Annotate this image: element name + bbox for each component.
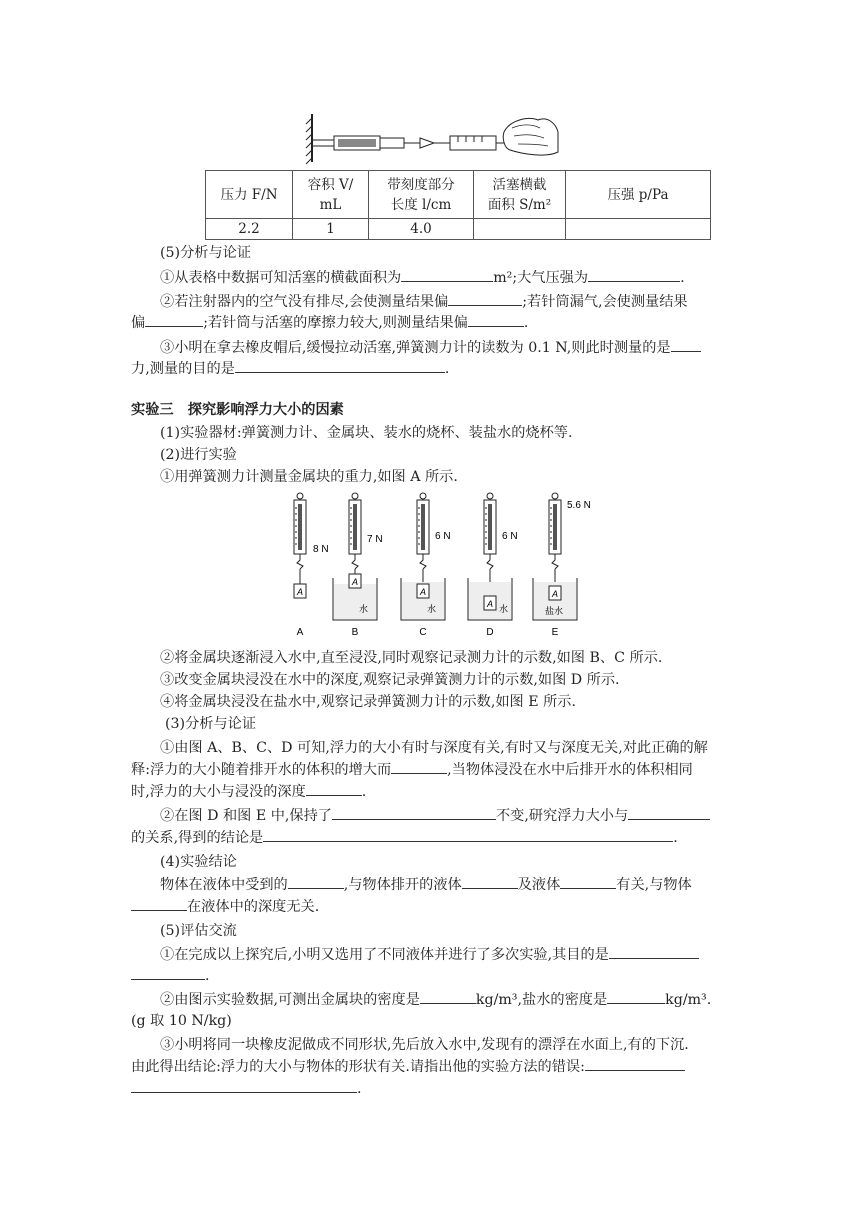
answer-blank[interactable] bbox=[332, 806, 496, 820]
answer-blank[interactable] bbox=[588, 268, 680, 282]
procedure-heading: (2)进行实验 bbox=[160, 447, 237, 463]
question-3-line-1: ③小明在拿去橡皮帽后,缓慢拉动活塞,弹簧测力计的读数为 0.1 N,则此时测量的是 bbox=[160, 338, 731, 358]
setup-D bbox=[468, 493, 518, 638]
svg-text:7 N: 7 N bbox=[367, 534, 383, 545]
analysis-heading: (5)分析与论证 bbox=[160, 245, 252, 261]
svg-text:E: E bbox=[551, 627, 559, 638]
answer-blank[interactable] bbox=[401, 268, 493, 282]
answer-blank[interactable] bbox=[263, 828, 673, 842]
experiment-3-title: 实验三 探究影响浮力大小的因素 bbox=[131, 402, 344, 418]
evaluation-2-line-1: ②由图示实验数据,可测出金属块的密度是 kg/m³,盐水的密度是 kg/m³. bbox=[160, 992, 712, 1008]
answer-blank[interactable] bbox=[131, 966, 205, 980]
answer-blank[interactable] bbox=[671, 338, 701, 352]
answer-blank[interactable] bbox=[288, 875, 344, 889]
setup-B bbox=[333, 493, 383, 638]
answer-blank[interactable] bbox=[607, 990, 665, 1004]
svg-text:盐水: 盐水 bbox=[545, 606, 564, 616]
evaluation-3-line-2: 由此得出结论:浮力的大小与物体的形状有关.请指出他的实验方法的错误: bbox=[131, 1057, 731, 1077]
analysis-heading-3: (3)分析与论证 bbox=[165, 716, 257, 732]
evaluation-1-line-1: ①在完成以上探究后,小明又选用了不同液体并进行了多次实验,其目的是 bbox=[160, 945, 731, 965]
question-1: ①从表格中数据可知活塞的横截面积为 m²;大气压强为 . bbox=[160, 270, 685, 286]
answer-blank[interactable] bbox=[628, 806, 710, 820]
header-pressure: 压强 p/Pa bbox=[566, 171, 711, 219]
evaluation-heading: (5)评估交流 bbox=[160, 923, 237, 939]
svg-text:水: 水 bbox=[499, 604, 509, 614]
answer-blank[interactable] bbox=[420, 990, 476, 1004]
svg-text:6 N: 6 N bbox=[502, 531, 518, 542]
answer-blank[interactable] bbox=[131, 897, 187, 911]
analysis-2-line-1: ②在图 D 和图 E 中,保持了 不变,研究浮力大小与 bbox=[160, 806, 731, 826]
table-cell bbox=[566, 219, 711, 240]
conclusion-line-2: 在液体中的深度无关. bbox=[131, 897, 731, 917]
answer-blank[interactable] bbox=[609, 945, 699, 959]
svg-text:A: A bbox=[351, 577, 359, 587]
analysis-1-line-2: 释:浮力的大小随着排开水的体积的增大而 ,当物体浸没在水中后排开水的体积相同 bbox=[131, 762, 693, 778]
table-cell: 4.0 bbox=[369, 219, 474, 240]
conclusion-line-1: 物体在液体中受到的 ,与物体排开的液体 及液体 有关,与物体 bbox=[160, 877, 692, 893]
svg-text:B: B bbox=[351, 627, 359, 638]
header-piston-area: 活塞横截 面积 S/m² bbox=[474, 171, 566, 219]
svg-text:水: 水 bbox=[359, 604, 369, 614]
table-cell bbox=[474, 219, 566, 240]
answer-blank[interactable] bbox=[448, 292, 522, 306]
step-4: ④将金属块浸没在盐水中,观察记录弹簧测力计的示数,如图 E 所示. bbox=[160, 694, 576, 710]
step-2: ②将金属块逐渐浸入水中,直至浸没,同时观察记录测力计的示数,如图 B、C 所示. bbox=[160, 650, 663, 666]
analysis-1-line-3: 时,浮力的大小与浸没的深度 . bbox=[131, 784, 367, 800]
setup-A bbox=[294, 493, 329, 638]
question-3-line-2: 力,测量的目的是 . bbox=[131, 361, 450, 377]
analysis-1-line-1: ①由图 A、B、C、D 可知,浮力的大小有时与深度有关,有时又与深度无关,对此正确的解 bbox=[160, 740, 708, 756]
answer-blank[interactable] bbox=[391, 760, 447, 774]
table-cell: 1 bbox=[293, 219, 369, 240]
step-3: ③改变金属块浸没在水中的深度,观察记录弹簧测力计的示数,如图 D 所示. bbox=[160, 672, 620, 688]
setup-C bbox=[401, 493, 451, 638]
svg-text:A: A bbox=[419, 587, 427, 597]
svg-text:水: 水 bbox=[427, 604, 437, 614]
svg-text:5.6 N: 5.6 N bbox=[567, 500, 591, 511]
header-volume: 容积 V/ mL bbox=[293, 171, 369, 219]
step-1: ①用弹簧测力计测量金属块的重力,如图 A 所示. bbox=[160, 469, 458, 485]
svg-text:8 N: 8 N bbox=[313, 544, 329, 555]
answer-blank[interactable] bbox=[462, 875, 518, 889]
evaluation-2-line-2: (g 取 10 N/kg) bbox=[131, 1013, 232, 1029]
answer-blank[interactable] bbox=[560, 875, 616, 889]
answer-blank[interactable] bbox=[235, 359, 445, 373]
svg-text:A: A bbox=[551, 589, 559, 599]
svg-text:A: A bbox=[296, 627, 304, 638]
answer-blank[interactable] bbox=[145, 313, 203, 327]
answer-blank[interactable] bbox=[468, 313, 524, 327]
analysis-2-line-2: 的关系,得到的结论是 . bbox=[131, 830, 678, 846]
data-table bbox=[205, 170, 711, 240]
svg-text:C: C bbox=[419, 627, 427, 638]
setup-E bbox=[533, 493, 591, 638]
materials-line: (1)实验器材:弹簧测力计、金属块、装水的烧杯、装盐水的烧杯等. bbox=[160, 425, 573, 441]
svg-text:D: D bbox=[486, 627, 494, 638]
header-pressure-force: 压力 F/N bbox=[206, 171, 293, 219]
syringe-illustration bbox=[300, 110, 560, 166]
question-2-line-2: 偏 ;若针筒与活塞的摩擦力较大,则测量结果偏 . bbox=[131, 315, 529, 331]
table-row bbox=[206, 219, 711, 240]
header-scale-length: 带刻度部分 长度 l/cm bbox=[369, 171, 474, 219]
evaluation-3-line-1: ③小明将同一块橡皮泥做成不同形状,先后放入水中,发现有的漂浮在水面上,有的下沉. bbox=[160, 1037, 689, 1053]
conclusion-heading: (4)实验结论 bbox=[160, 854, 237, 870]
question-2-line-1: ②若注射器内的空气没有排尽,会使测量结果偏 ;若针筒漏气,会使测量结果 bbox=[160, 294, 688, 310]
evaluation-3-line-3: . bbox=[131, 1079, 731, 1099]
svg-text:6 N: 6 N bbox=[435, 531, 451, 542]
table-header-row bbox=[206, 171, 711, 219]
answer-blank[interactable] bbox=[306, 782, 362, 796]
svg-text:A: A bbox=[296, 587, 304, 597]
answer-blank[interactable] bbox=[585, 1057, 685, 1071]
table-cell: 2.2 bbox=[206, 219, 293, 240]
answer-blank[interactable] bbox=[131, 1079, 357, 1093]
svg-text:A: A bbox=[486, 599, 494, 609]
buoyancy-experiment-figure bbox=[275, 492, 615, 642]
evaluation-1-line-2: . bbox=[131, 966, 731, 986]
